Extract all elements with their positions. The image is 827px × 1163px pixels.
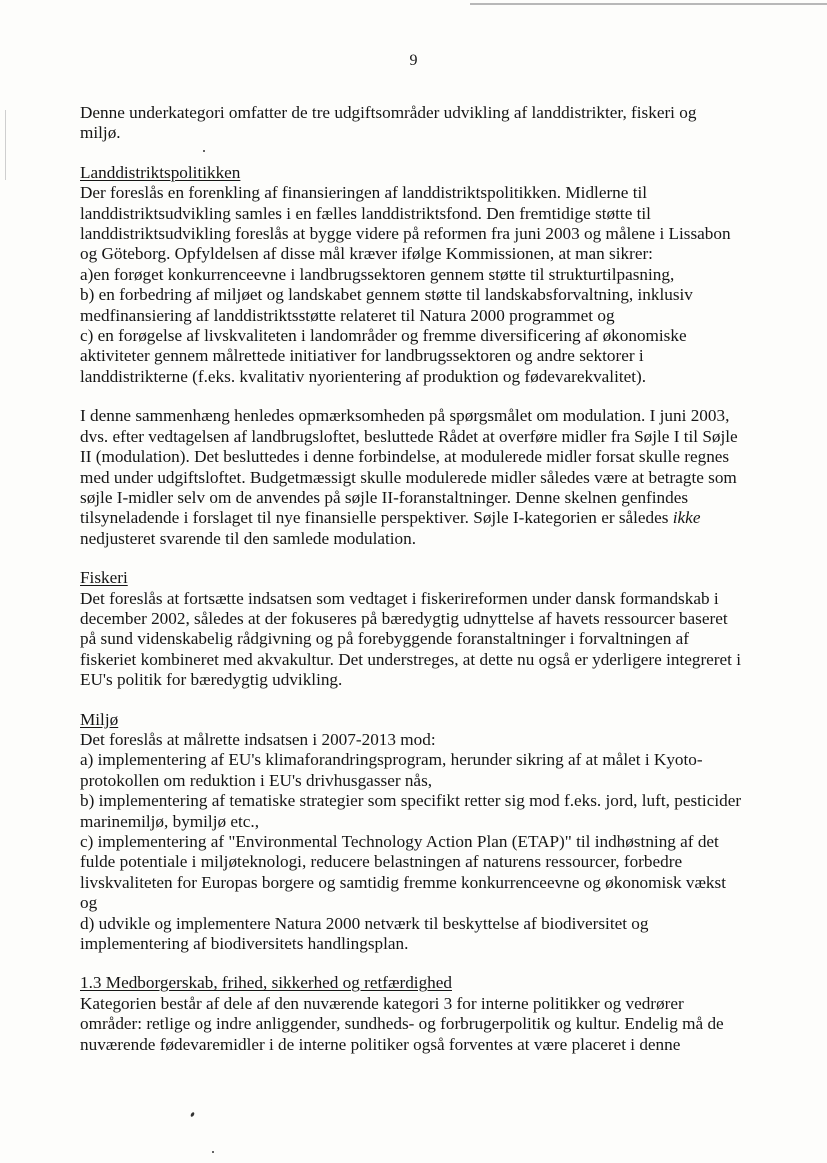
text-line: søjle I-midler selv om de anvendes på søjle II-foranstaltninger. Denne skelnen genfindes [80,487,689,507]
text-line: c) implementering af "Environmental Technology Action Plan (ETAP)" til indhøstning af det [80,832,719,851]
text-line: fulde potentiale i miljøteknologi, reducere belastningen af naturens ressourcer, forbedre [80,852,683,872]
text-line: Kategorien består af dele af den nuværende kategori 3 for interne politikker og vedrører [80,993,684,1013]
text-line: december 2002, således at der fokuseres på bæredygtig udnyttelse af havets ressourcer baseret [80,608,728,628]
text-line: b) en forbedring af miljøet og landskabet gennem støtte til landskabsforvaltning, inklusiv [80,285,693,305]
landdistrikt-section [80,163,760,387]
text-segment: tilsyneladende i forslaget til nye finansielle perspektiver. Søjle I-kategorien er således [80,508,669,528]
text-line: protokollen om reduktion i EU's drivhusgasser nås, [80,770,433,790]
text-line: nedjusteret svarende til den samlede modulation. [80,528,417,548]
text-line: medfinansiering af landdistriktsstøtte relateret til Natura 2000 programmet og [80,305,615,325]
text-line: og [80,893,98,913]
text-line: a)en forøget konkurrenceevne i landbrugssektoren gennem støtte til strukturtilpasning, [80,264,675,284]
document-body [80,103,760,1074]
text-line: d) udvikle og implementere Natura 2000 netværk til beskyttelse af biodiversitet og [80,913,649,933]
scan-edge-rule [470,3,827,5]
text-line: aktiviteter gennem målrettede initiativer for landbrugssektoren og andre sektorer i [80,346,644,366]
text-line: med under udgiftsloftet. Budgetmæssigt skulle modulerede midler således være at betragte som [80,467,737,487]
text-line: a) implementering af EU's klimaforandringsprogram, herunder sikring af at målet i Kyoto- [80,750,703,770]
text-line: landdistrikterne (f.eks. kvalitativ nyorientering af produktion og fødevarekvalitet). [80,366,647,386]
text-line: livskvaliteten for Europas borgere og samtidig fremme konkurrenceevne og økonomisk vækst [80,872,726,892]
scan-speck [190,1112,195,1118]
modulation-paragraph [80,406,760,549]
text-line: på sund videnskabelig rådgivning og på forebyggende foranstaltninger i forvaltningen af [80,629,690,649]
text-line: Der foreslås en forenkling af finansieringen af landdistriktspolitikken. Midlerne til [80,183,648,203]
scan-margin-rule [5,110,6,180]
medborgerskab-section [80,973,760,1055]
text-line: b) implementering af tematiske strategier som specifikt retter sig mod f.eks. jord, luft, pesticider [80,791,742,811]
text-line: EU's politik for bæredygtig udvikling. [80,670,343,690]
text-line: II (modulation). Det besluttedes i denne forbindelse, at modulerede midler forsat skulle regnes [80,447,730,467]
intro-paragraph [80,103,760,144]
emphasis-text: ikke [672,508,701,528]
text-line: miljø. [80,123,121,143]
text-line: områder: retlige og indre anliggender, sundheds- og forbrugerpolitik og kultur. Endelig må de [80,1014,724,1034]
text-line: fiskeriet kombineret med akvakultur. Det understreges, at dette nu også er yderligere integreret i [80,649,741,669]
text-line: Det foreslås at målrette indsatsen i 2007-2013 mod: [80,729,436,749]
text-line: Det foreslås at fortsætte indsatsen som vedtaget i fiskerireformen under dansk formandskab i [80,588,719,608]
fiskeri-section [80,568,760,690]
text-line [80,508,760,528]
text-line: dvs. efter vedtagelsen af landbrugsloftet, besluttede Rådet at overføre midler fra Søjle I til Søjle [80,426,738,446]
miljo-section [80,710,760,955]
section-heading: Fiskeri [80,568,128,588]
text-line: landdistriktsudvikling samles i en fælles landdistriktsfond. Den fremtidige støtte til [80,203,651,223]
text-line: nuværende fødevaremidler i de interne politiker også forventes at være placeret i denne [80,1034,681,1054]
text-line: landdistriktsudvikling foreslås at bygge videre på reformen fra juni 2003 og målene i Lissabon [80,224,731,244]
page-number: 9 [409,52,418,69]
text-line: implementering af biodiversitets handlingsplan. [80,934,409,954]
scan-speck [212,1151,214,1153]
text-line: og Göteborg. Opfyldelsen af disse mål kræver ifølge Kommissionen, at man sikrer: [80,244,653,264]
text-line: Denne underkategori omfatter de tre udgiftsområder udvikling af landdistrikter, fiskeri og [80,103,697,122]
text-line: c) en forøgelse af livskvaliteten i landområder og fremme diversificering af økonomiske [80,326,687,346]
text-line: marinemiljø, bymiljø etc., [80,811,260,831]
section-heading: Miljø [80,709,119,729]
section-heading: 1.3 Medborgerskab, frihed, sikkerhed og retfærdighed [80,973,452,993]
section-heading: Landdistriktspolitikken [80,162,241,182]
text-line: I denne sammenhæng henledes opmærksomheden på spørgsmålet om modulation. I juni 2003, [80,406,730,426]
